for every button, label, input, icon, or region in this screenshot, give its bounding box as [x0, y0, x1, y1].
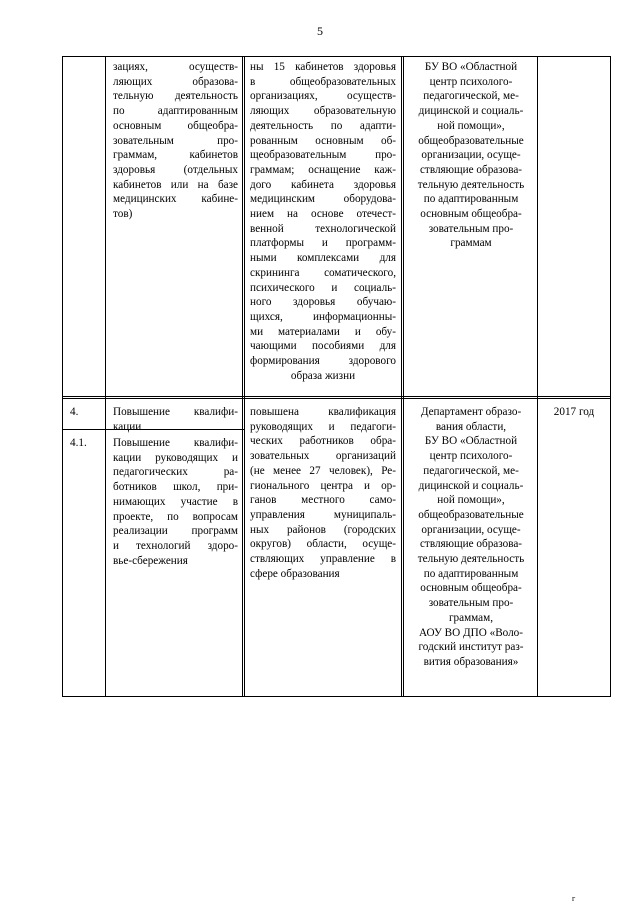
- row3-result-cell: повышена квалификация руководящих и педагоги- ческих работников обра- зовательных организаций (не менее 27 человек), Ре- гионального центра и ор- ганов местного само- управления муниципаль- ных районов (городских округов) области, осуще- ствляющих управление в сфере образования: [250, 406, 396, 580]
- column-divider: [537, 56, 538, 697]
- row3-activity-cell: Повышение квалифи- кации руководящих и педагогических ра- ботников школ, при- нимающих участие в проекте, по вопросам реализации программ и технологий здоро- вье-сбережения: [113, 437, 238, 567]
- column-divider: [242, 56, 245, 697]
- table-border-right: [610, 56, 611, 697]
- plan-table: [62, 56, 611, 696]
- row1-executor-cell: БУ ВО «Областной центр психолого- педагогической, ме- дицинской и социаль- ной помощи», общеобразовательные организации, осуще- ствляющие образова- тельную деятельность по адаптированным основным общеобра- зовательным про- граммам: [417, 61, 525, 250]
- row3-deadline-cell: 2017 год: [553, 406, 595, 418]
- row3-executor-cell: Департамент образо- вания области, БУ ВО «Областной центр психолого- педагогической, ме- дицинской и социаль- ной помощи», общеобразовательные организации, осуще- ствляющие образова- тельную деятельность по адаптированным основным общеобра- зовательным про- граммам, АОУ ВО ДПО «Воло- годский институт раз- вития образования»: [417, 406, 525, 668]
- row2-number: 4.: [70, 406, 79, 418]
- column-divider: [105, 56, 106, 697]
- table-border-top: [62, 56, 611, 57]
- row1-activity-cell: зациях, осуществ- ляющих образова- тельную деятельность по адаптированным основным общеобра- зовательным про- граммам, кабинетов здоровья (отдельных кабинетов или на базе медицинских кабине- тов): [113, 61, 238, 221]
- table-border-bottom: [62, 696, 611, 697]
- row-divider: [62, 396, 611, 399]
- page-number: 5: [317, 24, 323, 38]
- column-divider: [401, 56, 404, 697]
- corner-mark: г: [572, 894, 576, 903]
- row2-activity-cell: Повышение квалифи- кации: [113, 406, 238, 433]
- row1-result-cell: ны 15 кабинетов здоровья в общеобразовательных организациях, осуществ- ляющих образовательную деятельность по адапти- рованным основным об- щеобразовательным про- граммам; оснащение каж- дого кабинета здоровья медицинским оборудова- нием на основе отечест- венной технологической платформы и программ- ными комплексами для скрининга соматического, психического и социаль- ного здоровья обучаю- щихся, информационны- ми материалами и обу- чающими пособиями для формирования здорового образа жизни: [250, 61, 396, 382]
- table-border-left: [62, 56, 63, 697]
- row3-number: 4.1.: [70, 437, 87, 449]
